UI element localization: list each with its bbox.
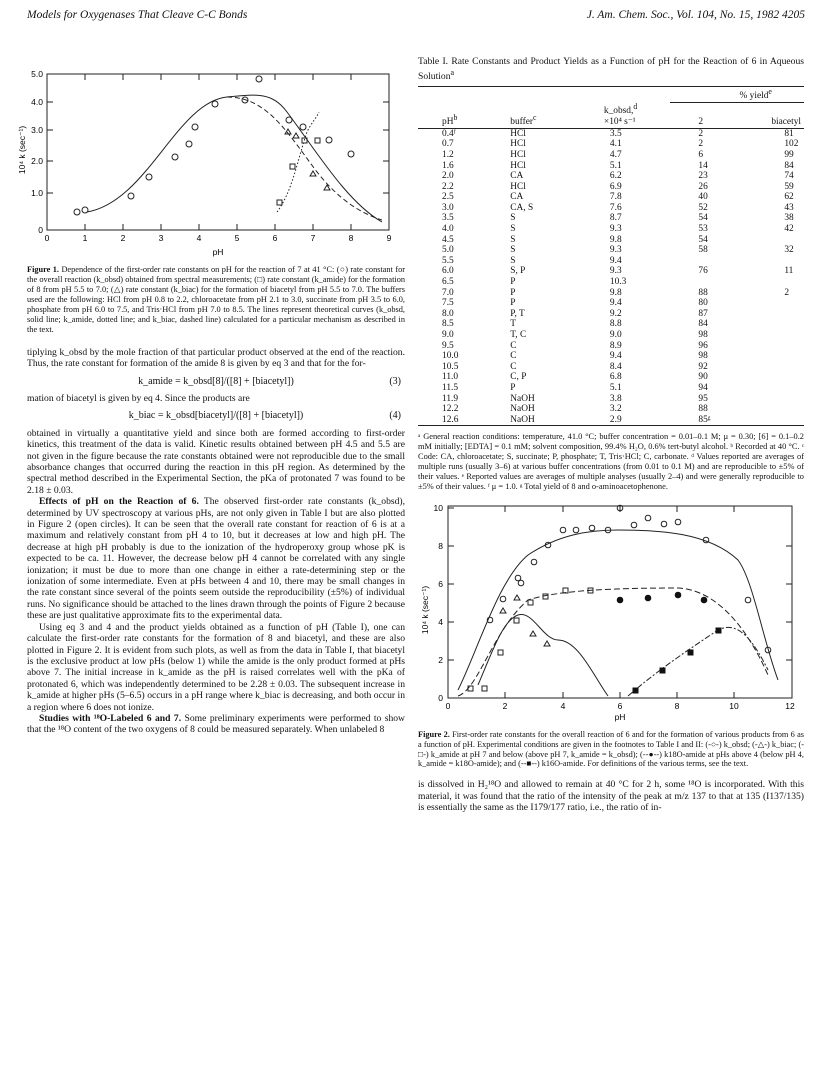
cell-yield-2: 52 — [698, 202, 708, 213]
cell-yield-biacetyl — [739, 235, 804, 246]
cell-buffer: C — [510, 361, 517, 372]
yield-header-sup: e — [768, 87, 772, 97]
figure-2-caption-label: Figure 2. — [418, 729, 450, 739]
cell-ph: 9.0 — [442, 330, 454, 340]
cell-yield-2: 2 — [698, 128, 704, 139]
table-row — [418, 404, 804, 415]
cell-yield-biacetyl: 99 — [784, 149, 794, 160]
cell-yield-2: 92 — [698, 361, 708, 372]
cell-yield-biacetyl: 2 — [784, 287, 789, 298]
cell-ph: 5.5 — [442, 255, 454, 266]
th-ph-sup: b — [453, 113, 458, 122]
th-ph — [418, 102, 494, 128]
figure-1-caption-label: Figure 1. — [27, 265, 59, 275]
para-2: mation of biacetyl is given by eq 4. Since the products are — [27, 392, 250, 404]
yield-header-text: % yield — [739, 91, 769, 102]
cell-yield-biacetyl — [739, 372, 804, 383]
cell-buffer: S — [510, 255, 516, 266]
fig1-ytick-1: 1.0 — [31, 188, 43, 198]
figure-2-caption — [418, 730, 804, 770]
cell-yield-biacetyl: 84 — [784, 160, 794, 171]
th-yield-2: 2 — [670, 102, 739, 128]
fig1-ytick-3: 3.0 — [31, 125, 43, 135]
fig1-kobsd-curve — [87, 95, 382, 222]
cell-ph: 5.0 — [442, 245, 454, 256]
fig1-xlabel: pH — [212, 247, 224, 257]
cell-ph: 3.0 — [442, 202, 454, 213]
cell-ph: 11.0 — [442, 372, 459, 383]
right-para: is dissolved in H₂¹⁸O and allowed to remain at 40 °C for 2 h, some ¹⁸O is incorporated. With this material, it was found that the ratio of the intensity of the peak at m/z 137 to that at 135 (I137/135) is essentially the same as the I179/177 ratio, i.e., the ratio of in- — [418, 779, 804, 814]
cell-kobsd: 4.1 — [609, 139, 622, 150]
fig1-xtick-6: 6 — [272, 233, 278, 243]
equation-4 — [27, 410, 405, 421]
cell-yield-biacetyl: 32 — [784, 245, 794, 256]
cell-yield-2: 76 — [698, 266, 708, 277]
para-4: Using eq 3 and 4 and the product yields obtained as a function of pH (Table I), one can calculate the first-order rate constants for the formation of 8 and biacetyl, and these are also plotted in Figure 2. It is evident from such plots, as well as from the data in Table I, that biacetyl is the exclusive product at low pHs (below 1) while the amide is the only product formed at pHs above 7. The initial increase in k_amide as the pH is raised correlates well with the pKa of protonated 6, which was independently determined to be 2.28 ± 0.03. The subsequent increase in k_amide at higher pHs (5–6.5) occurs in a pH range where k_biac is decreasing, and both occur in a region where 6 does not ionize. — [27, 621, 405, 713]
section-ph-effects — [27, 496, 405, 621]
cell-buffer: S — [510, 224, 516, 235]
cell-buffer: CA — [510, 192, 524, 203]
cell-kobsd: 7.6 — [609, 202, 622, 213]
equation-3 — [27, 376, 405, 387]
cell-yield-biacetyl: 74 — [784, 171, 794, 182]
cell-kobsd: 6.2 — [609, 171, 622, 182]
cell-kobsd: 10.3 — [609, 277, 627, 288]
fig2-ytick-0: 0 — [438, 693, 443, 704]
cell-yield-2: 96 — [698, 340, 708, 351]
cell-yield-biacetyl — [739, 309, 804, 320]
section-18o-body: Some preliminary experiments were performed to show that the ¹⁸O content of the two oxygens of 8 could be measured separately. When unlabeled 8 — [27, 712, 405, 736]
th-kobsd-sup: d — [633, 102, 638, 112]
th-kobsd-unit: ×10⁴ s⁻¹ — [603, 117, 636, 128]
fig1-xtick-5: 5 — [234, 233, 240, 243]
cell-ph: 6.0 — [442, 266, 454, 277]
table-row — [418, 298, 804, 309]
running-header-left: Models for Oxygenases That Cleave C-C Bonds — [27, 9, 248, 21]
fig1-xtick-3: 3 — [158, 233, 164, 243]
cell-buffer: NaOH — [510, 393, 535, 404]
cell-kobsd: 3.8 — [609, 393, 622, 404]
table-row — [418, 341, 804, 352]
fig2-ylabel: 10⁴ k (sec⁻¹) — [420, 586, 430, 635]
cell-buffer: P, T — [510, 308, 525, 319]
cell-kobsd: 9.0 — [609, 330, 622, 340]
cell-yield-biacetyl — [739, 277, 804, 288]
cell-yield-2: 40 — [698, 192, 708, 203]
cell-yield-2: 23 — [698, 171, 708, 182]
table-1-yield-header — [670, 87, 804, 103]
cell-yield-biacetyl: 11 — [784, 266, 794, 277]
equation-3-number: (3) — [389, 375, 401, 387]
cell-yield-2: 53 — [698, 224, 708, 235]
table-row — [418, 415, 804, 426]
cell-kobsd: 4.7 — [609, 149, 622, 160]
cell-yield-2: 54 — [698, 234, 708, 245]
cell-yield-biacetyl: 42 — [784, 224, 794, 235]
fig2-filled-points — [617, 593, 721, 694]
cell-buffer: CA — [510, 171, 524, 182]
th-buffer — [494, 102, 580, 128]
cell-yield-biacetyl — [739, 394, 804, 405]
running-header-right: J. Am. Chem. Soc., Vol. 104, No. 15, 1982 4205 — [586, 9, 805, 21]
th-yield-biacetyl: biacetyl — [739, 102, 804, 128]
cell-ph: 12.2 — [442, 404, 459, 415]
section-ph-effects-title: Effects of pH on the Reaction of 6. — [39, 496, 199, 508]
cell-ph: 2.2 — [442, 181, 454, 192]
cell-buffer: P — [510, 298, 516, 309]
cell-kobsd: 9.8 — [609, 234, 622, 245]
table-1-footnotes: ᵃ General reaction conditions: temperature, 41.0 °C; buffer concentration = 0.01–0.1 M; μ = 0.30; [6] = 0.1–0.2 mM initially; [EDTA] = 0.1 mM; solvent composition, 99.4% H₂O, 0.6% tert-butyl alcohol. ᵇ Recorded at 40 °C. ᶜ Code: CA, chloroacetate; S, succinate; P, phosphate; T, Tris·HCl; C, carbonate. ᵈ Values reported are averages of multiple runs (usually 3–6) at various buffer concentrations (from 0.01 to 0.1 M) and are reproducible to ±5% of their values. ᵉ Reported values are averages of multiple analyses (usually 2–4) and were generally reproducible to ±5% of their values. ᶠ μ = 1.0. ᵍ Total yield of 8 and o-aminoacetophenone. — [418, 432, 804, 492]
table-row — [418, 192, 804, 203]
fig1-ylabel: 10⁴ k (sec⁻¹) — [17, 125, 27, 175]
cell-kobsd: 8.7 — [609, 213, 622, 224]
cell-buffer: NaOH — [510, 404, 535, 415]
para-3: obtained in virtually a quantitative yield and since both are formed according to first-order kinetics, this treatment of the data is valid. Kinetic results obtained between pH 4.5 and 5.5 are not given in the figure because the rate constants obtained were not reproducible due to the small absorbance changes that occurred during the reaction in this pH region. As determined by the spectral method described in the Experimental Section, the pKa of protonated 7 was found to be 2.18 ± 0.03. — [27, 427, 405, 496]
cell-yield-2: 95 — [698, 393, 708, 404]
cell-yield-2: 94 — [698, 382, 708, 393]
cell-buffer: P — [510, 382, 516, 393]
table-row — [418, 150, 804, 161]
cell-ph: 6.5 — [442, 277, 454, 288]
cell-kobsd: 7.8 — [609, 192, 622, 203]
equation-4-text: k_biac = k_obsd[biacetyl]/([8] + [biacetyl]) — [128, 410, 304, 422]
fig1-xtick-8: 8 — [348, 233, 354, 243]
cell-buffer: T — [510, 319, 516, 330]
table-row — [418, 309, 804, 320]
cell-yield-2: 58 — [698, 245, 708, 256]
fig2-kamide-curve — [458, 588, 768, 696]
cell-ph: 1.6 — [442, 160, 454, 171]
table-1 — [418, 86, 804, 426]
cell-kobsd: 8.8 — [609, 319, 622, 330]
fig2-xtick-2: 4 — [560, 701, 566, 712]
cell-kobsd: 3.5 — [609, 128, 622, 139]
fig1-points — [74, 76, 354, 215]
fig1-ytick-5: 5.0 — [31, 69, 43, 79]
fig2-ytick-2: 4 — [438, 617, 443, 628]
section-ph-effects-body: The observed first-order rate constants (k_obsd), determined by UV spectroscopy at various pHs, are not only given in Table I but are also plotted in Figure 2 (open circles). It can be seen that the overall rate constant for reaction of 6 is at a maximum and relatively constant from pH 4 to 10, but it decreases at low and high pH. The decrease at high pH probably is due to the ionization of the hydroperoxy group whose pK is expected to be ca. 11. However, the decrease below pH 4 cannot be correlated with any single ionization; it must be due to more than one change in either a rate-determining step or the ionization of some intermediate. Even at pHs between 4 and 10, there may be small changes in the rate constant since several of the points seem outside the reproducibility (±5%) of individual runs. No significance should be attached to the lines drawn through the points of Figure 2 because these are just qualitative approximate fits to the experimental data. — [27, 496, 405, 622]
table-row — [418, 330, 804, 341]
cell-kobsd: 3.2 — [609, 404, 622, 415]
figure-1-caption-text: Dependence of the first-order rate constants on pH for the reaction of 7 at 41 °C: (○) rate constant for the overall reaction (k_obsd) obtained from spectral measurements; (□) rate constant (k_amide) for the formation of 8 from pH 5.5 to 7.0; (△) rate constant (k_biac) for the formation of biacetyl from pH 5.5 to 7.0. The buffers used are the following: HCl from pH 0.8 to 2.2, chloroacetate from pH 2.1 to 3.0, succinate from pH 3.5 to 6.0, phosphate from pH 6.0 to 7.5, and Tris·HCl from pH 7.0 to 8.5. The lines represent theoretical curves (k_obsd, solid line; k_amide, dotted line; and k_biac, dashed line) calculated for a particular mechanism as described in the text. — [27, 265, 405, 334]
cell-buffer: C, P — [510, 372, 527, 383]
fig1-xtick-1: 1 — [82, 233, 88, 243]
cell-yield-2: 6 — [698, 149, 704, 160]
cell-yield-2: 90 — [698, 372, 708, 383]
cell-buffer: S — [510, 245, 516, 256]
cell-ph: 0.7 — [442, 139, 454, 150]
table-row — [418, 128, 804, 139]
fig2-ytick-5: 10 — [433, 503, 443, 514]
fig2-k16o-curve — [628, 628, 768, 697]
table-1-title — [418, 56, 804, 82]
cell-ph: 0.4ᶠ — [442, 128, 456, 139]
cell-yield-2: 87 — [698, 308, 708, 319]
cell-buffer: P — [510, 277, 516, 288]
table-row — [418, 394, 804, 405]
table-row — [418, 256, 804, 267]
cell-kobsd: 9.3 — [609, 245, 622, 256]
cell-yield-2: 98 — [698, 330, 708, 340]
table-row — [418, 224, 804, 235]
cell-ph: 4.5 — [442, 234, 454, 245]
cell-yield-2: 85ᵍ — [670, 415, 739, 426]
body-text-left — [27, 347, 405, 736]
cell-ph: 8.0 — [442, 308, 454, 319]
cell-buffer: CA, S — [510, 202, 534, 213]
cell-kobsd: 6.8 — [609, 372, 622, 383]
fig1-xtick-2: 2 — [120, 233, 126, 243]
cell-kobsd: 9.2 — [609, 308, 622, 319]
cell-yield-biacetyl — [739, 404, 804, 415]
fig2-xtick-3: 6 — [617, 701, 623, 712]
table-row — [418, 203, 804, 214]
fig1-frame — [47, 74, 389, 230]
cell-ph: 11.5 — [442, 382, 459, 393]
table-row — [418, 383, 804, 394]
cell-ph: 4.0 — [442, 224, 454, 235]
cell-yield-2: 14 — [698, 160, 708, 171]
cell-yield-biacetyl — [739, 383, 804, 394]
cell-buffer: HCl — [510, 181, 526, 192]
table-row — [418, 235, 804, 246]
th-buffer-text: buffer — [510, 117, 533, 128]
table-row — [418, 288, 804, 299]
cell-yield-biacetyl — [739, 341, 804, 352]
cell-buffer: S — [510, 234, 516, 245]
cell-kobsd: 8.4 — [609, 361, 622, 372]
fig2-kobsd-curve — [458, 530, 778, 690]
fig1-kbiac-curve — [227, 97, 382, 220]
th-kobsd — [580, 102, 671, 128]
figure-1-caption — [27, 265, 405, 334]
cell-yield-biacetyl — [739, 298, 804, 309]
cell-kobsd: 9.4 — [609, 351, 622, 362]
table-row — [418, 182, 804, 193]
figure-2-caption-text: First-order rate constants for the overall reaction of 6 and for the formation of various products from 6 as a function of pH. Experimental conditions are given in the footnotes to Table I and II: (-○-) k_obsd; (-△-) k_biac; (-□-) k_amide at pH 7 and below (above pH 7, k_amide = k_obsd); (--●--) k18O-amide at pHs above 4 (below pH 4, k_amide = k18O-amide); and (--■--) k16O-amide. For definitions of the various terms, see the text. — [418, 729, 804, 769]
cell-kobsd: 6.9 — [609, 181, 622, 192]
cell-kobsd: 9.4 — [609, 255, 622, 266]
th-buffer-sup: c — [533, 113, 537, 122]
fig2-xtick-5: 10 — [729, 701, 739, 712]
cell-yield-biacetyl — [739, 415, 804, 426]
cell-buffer: HCl — [510, 139, 526, 150]
cell-kobsd: 5.1 — [609, 160, 622, 171]
table-row — [418, 266, 804, 277]
cell-buffer: HCl — [510, 160, 526, 171]
cell-ph: 1.2 — [442, 149, 454, 160]
left-column — [17, 62, 405, 736]
cell-yield-2: 54 — [698, 213, 708, 224]
cell-yield-biacetyl — [739, 362, 804, 373]
cell-kobsd: 9.4 — [609, 298, 622, 309]
cell-ph: 10.0 — [442, 351, 459, 362]
table-row — [418, 319, 804, 330]
cell-ph: 12.6 — [418, 415, 494, 426]
fig1-xtick-0: 0 — [44, 233, 50, 243]
equation-3-text: k_amide = k_obsd[8]/([8] + [biacetyl]) — [138, 375, 294, 387]
fig2-xtick-4: 8 — [674, 701, 680, 712]
section-18o-studies — [27, 713, 405, 736]
fig2-ytick-3: 6 — [438, 579, 443, 590]
cell-yield-biacetyl — [739, 319, 804, 330]
cell-buffer: C — [510, 351, 517, 362]
table-row — [418, 245, 804, 256]
cell-yield-biacetyl: 102 — [784, 139, 799, 150]
cell-ph: 7.5 — [442, 298, 454, 309]
cell-kobsd: 2.9 — [580, 415, 671, 426]
table-row — [418, 362, 804, 373]
cell-ph: 9.5 — [442, 340, 454, 351]
cell-buffer: S — [510, 213, 516, 224]
cell-yield-2 — [670, 277, 739, 288]
fig1-ytick-2: 2.0 — [31, 156, 43, 166]
right-column — [418, 56, 804, 814]
cell-yield-biacetyl — [739, 330, 804, 341]
cell-buffer: S, P — [510, 266, 526, 277]
cell-buffer: P — [510, 287, 516, 298]
table-row — [418, 161, 804, 172]
cell-buffer: HCl — [510, 149, 526, 160]
cell-buffer: C — [510, 340, 517, 351]
cell-kobsd: 9.8 — [609, 287, 622, 298]
cell-yield-biacetyl — [739, 351, 804, 362]
fig1-xtick-7: 7 — [310, 233, 316, 243]
cell-ph: 3.5 — [442, 213, 454, 224]
fig1-ytick-4: 4.0 — [31, 97, 43, 107]
equation-4-number: (4) — [389, 410, 401, 422]
table-row — [418, 372, 804, 383]
cell-ph: 10.5 — [442, 361, 459, 372]
cell-yield-2: 26 — [698, 181, 708, 192]
cell-yield-biacetyl: 43 — [784, 202, 794, 213]
table-row — [418, 171, 804, 182]
cell-yield-biacetyl: 81 — [784, 128, 794, 139]
para-1: tiplying k_obsd by the mole fraction of that particular product observed at the end of the reaction. Thus, the rate constant for formation of the amide 8 is given by eq 3 and that for the for- — [27, 346, 405, 370]
th-kobsd-text: k_obsd, — [603, 106, 634, 117]
fig1-xtick-4: 4 — [196, 233, 202, 243]
fig1-ytick-0: 0 — [38, 225, 43, 235]
cell-kobsd: 9.3 — [609, 266, 622, 277]
figure-1-plot — [17, 62, 405, 258]
table-row — [418, 351, 804, 362]
section-18o-title: Studies with ¹⁸O-Labeled 6 and 7. — [39, 712, 182, 724]
cell-yield-biacetyl: 62 — [784, 192, 794, 203]
cell-buffer: NaOH — [494, 415, 580, 426]
fig1-xtick-9: 9 — [386, 233, 392, 243]
cell-yield-2: 84 — [698, 319, 708, 330]
cell-yield-2: 2 — [698, 139, 704, 150]
cell-ph: 8.5 — [442, 319, 454, 330]
cell-yield-biacetyl — [739, 256, 804, 267]
cell-yield-2: 80 — [698, 298, 708, 309]
cell-ph: 11.9 — [442, 393, 459, 404]
cell-yield-2: 88 — [698, 404, 708, 415]
cell-ph: 7.0 — [442, 287, 454, 298]
cell-ph: 2.0 — [442, 171, 454, 182]
cell-kobsd: 9.3 — [609, 224, 622, 235]
table-1-body — [418, 128, 804, 426]
cell-yield-2: 98 — [698, 351, 708, 362]
th-ph-text: pH — [442, 117, 454, 128]
cell-buffer: HCl — [510, 128, 526, 139]
table-row — [418, 139, 804, 150]
figure-2-plot — [418, 500, 804, 722]
cell-ph: 2.5 — [442, 192, 454, 203]
fig2-xtick-1: 2 — [502, 701, 508, 712]
fig2-ytick-4: 8 — [438, 541, 443, 552]
cell-kobsd: 8.9 — [609, 340, 622, 351]
cell-yield-2: 88 — [698, 287, 708, 298]
fig2-xtick-0: 0 — [445, 701, 451, 712]
fig2-xlabel: pH — [614, 712, 626, 723]
table-1-title-sup: a — [450, 68, 455, 77]
table-row — [418, 277, 804, 288]
cell-yield-2 — [670, 256, 739, 267]
table-row — [418, 213, 804, 224]
cell-yield-biacetyl: 38 — [784, 213, 794, 224]
table-1-title-text: Table I. Rate Constants and Product Yields as a Function of pH for the Reaction of 6 in Aqueous Solution — [418, 56, 804, 83]
cell-buffer: T, C — [510, 330, 527, 340]
fig2-ytick-1: 2 — [438, 655, 443, 666]
fig2-xtick-6: 12 — [785, 701, 795, 712]
cell-yield-biacetyl: 59 — [784, 181, 794, 192]
cell-kobsd: 5.1 — [609, 382, 622, 393]
